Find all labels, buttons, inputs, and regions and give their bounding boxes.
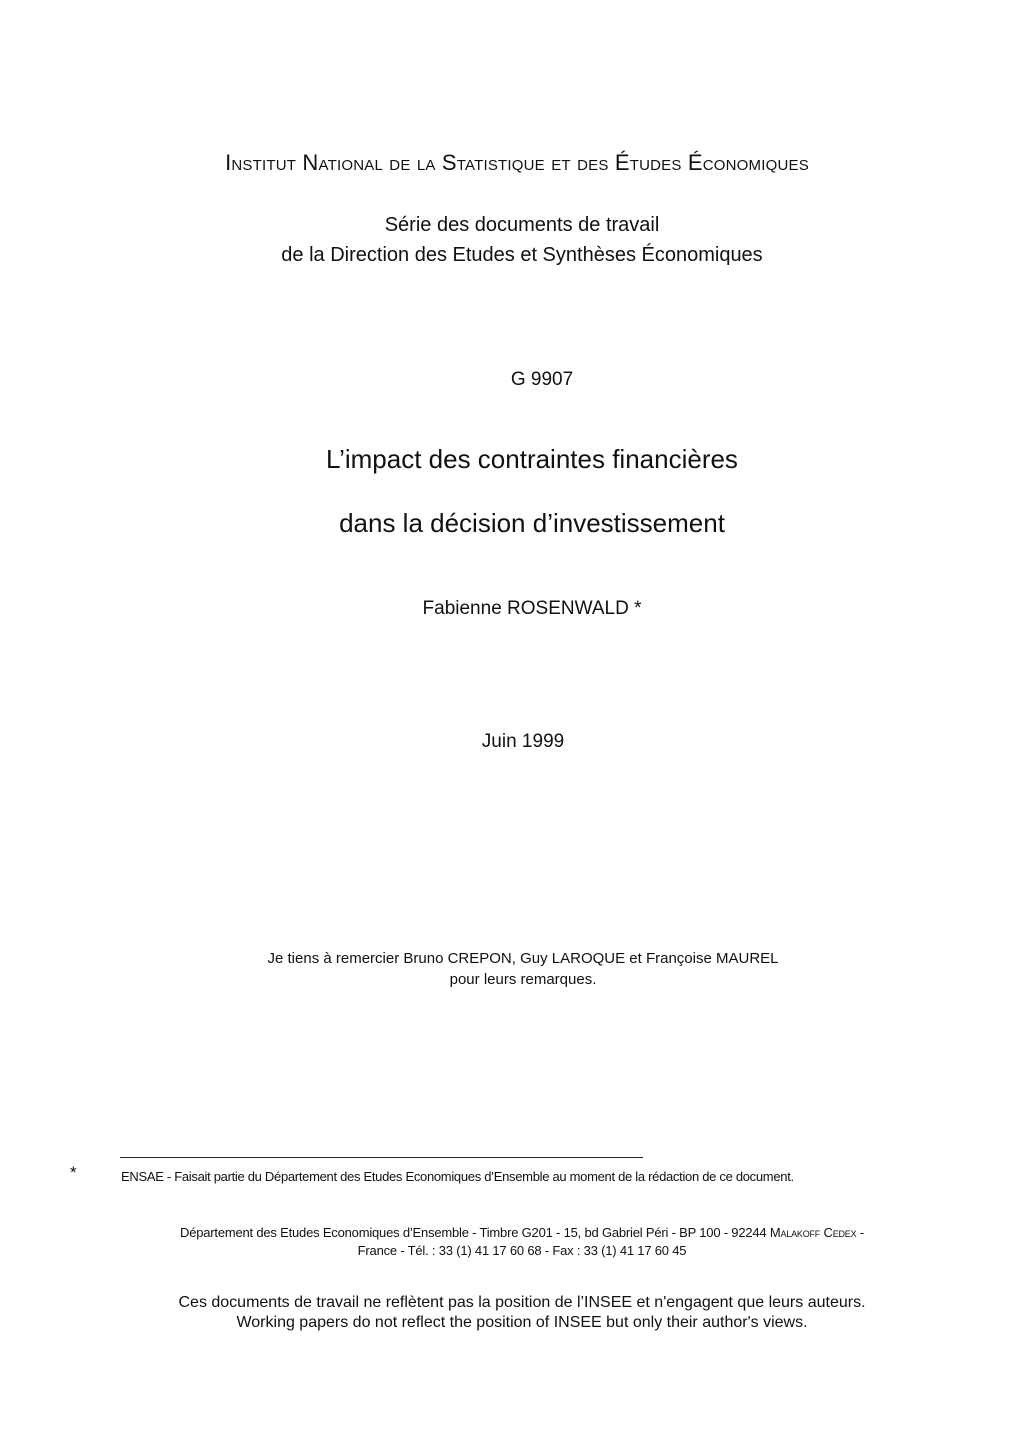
address-line-end: - [856,1225,864,1240]
disclaimer-french: Ces documents de travail ne reflètent pas la position de l’INSEE et n'engagent que leurs auteurs. [178,1294,866,1311]
acknowledgement-line-2: pour leurs remarques. [449,971,597,988]
disclaimer-english: Working papers do not reflect the position of INSEE but only their author's views. [236,1314,808,1331]
footnote-marker: * [70,1163,77,1182]
series-title-line-2: de la Direction des Etudes et Synthèses Économiques [281,244,763,266]
series-title-line-1: Série des documents de travail [384,214,660,236]
document-title-line-1: L’impact des contraintes financières [326,444,738,474]
address-city: Malakoff Cedex [769,1225,857,1240]
author-name: Fabienne ROSENWALD * [422,598,642,619]
footnote-text: ENSAE - Faisait partie du Département des Etudes Economiques d’Ensemble au moment de la rédaction de ce document. [121,1169,794,1184]
address-street: Département des Etudes Economiques d’Ensemble - Timbre G201 - 15, bd Gabriel Péri - BP 100 - 92244 [180,1225,770,1240]
footnote-divider [120,1157,643,1158]
institute-name: Institut National de la Statistique et des Études Économiques [225,150,809,175]
publication-date: Juin 1999 [481,731,565,752]
document-title-line-2: dans la décision d’investissement [339,508,725,538]
address-line-1 [20,1225,1024,1240]
acknowledgement-line-1: Je tiens à remercier Bruno CREPON, Guy LAROQUE et Françoise MAUREL [267,950,779,967]
address-line-2: France - Tél. : 33 (1) 41 17 60 68 - Fax : 33 (1) 41 17 60 45 [357,1243,687,1258]
document-code: G 9907 [510,369,574,390]
